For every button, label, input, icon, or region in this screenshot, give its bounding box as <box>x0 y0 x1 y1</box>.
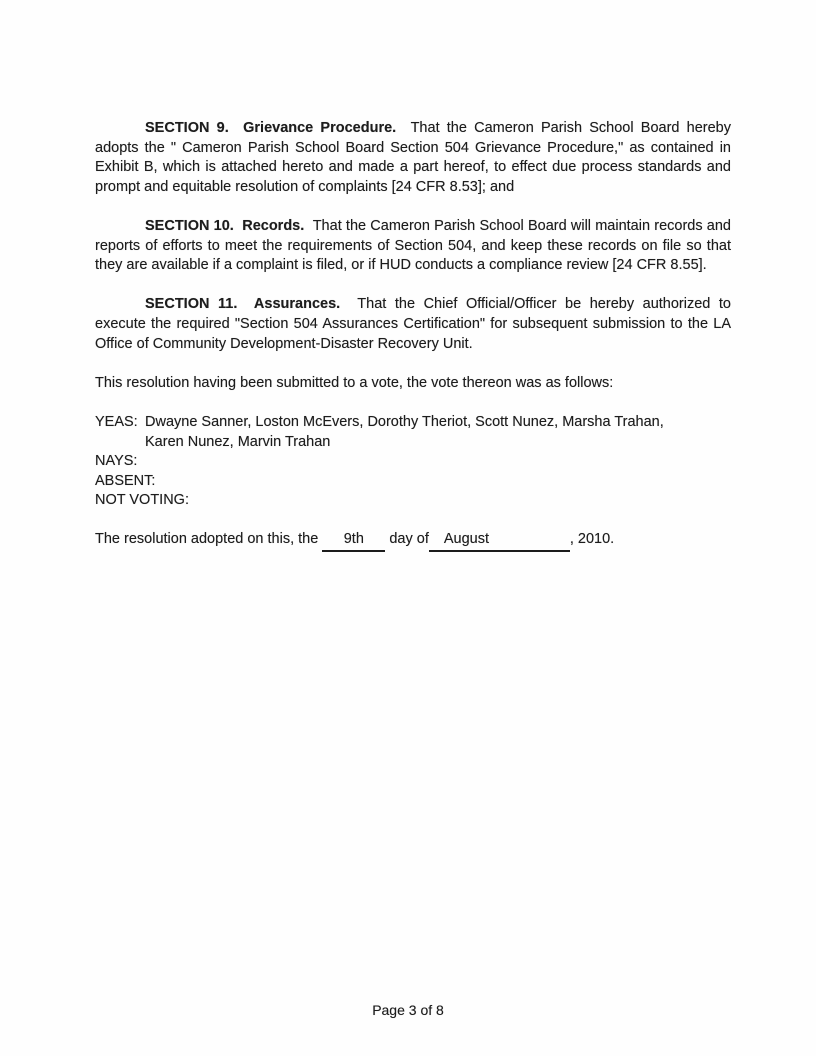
yeas-names <box>145 413 664 452</box>
section-9-text: That the Cameron Parish School Board hereby adopts the " Cameron Parish School Board Section 504 Grievance Procedure," as contained in Exhibit B, which is attached hereto and made a part hereof, to effect due process standards and prompt and equitable resolution of complaints [24 CFR 8.53]; and <box>95 120 731 195</box>
section-10-heading: SECTION 10. Records. <box>145 217 313 234</box>
section-10-text: That the Cameron Parish School Board will maintain records and reports of efforts to meet the requirements of Section 504, and keep these records on file so that they are available if a complaint is filed, or if HUD conducts a compliance review [24 CFR 8.55]. <box>95 217 731 274</box>
adoption-day-value: 9th <box>343 531 364 548</box>
adoption-month-blank <box>429 530 570 552</box>
vote-intro-line: This resolution having been submitted to a vote, the vote thereon was as follows: <box>95 374 614 391</box>
yeas-names-line-1: Dwayne Sanner, Loston McEvers, Dorothy Theriot, Scott Nunez, Marsha Trahan, <box>145 413 664 430</box>
yeas-names-line-2: Karen Nunez, Marvin Trahan <box>145 433 331 450</box>
nays-label: NAYS: <box>95 453 138 470</box>
section-11-heading: SECTION 11. Assurances. <box>145 296 358 313</box>
not-voting-label: NOT VOTING: <box>95 492 189 509</box>
adoption-prefix: The resolution adopted on this, the <box>95 531 319 548</box>
adoption-middle: day of <box>389 531 429 548</box>
adoption-day-blank <box>322 530 385 552</box>
absent-label: ABSENT: <box>95 472 156 489</box>
absent-row <box>95 472 731 492</box>
not-voting-row <box>95 491 731 511</box>
page-number-footer: Page 3 of 8 <box>372 1002 444 1018</box>
adoption-line <box>95 530 731 552</box>
section-9-paragraph <box>95 119 731 197</box>
vote-record <box>95 413 731 511</box>
section-10-paragraph <box>95 217 731 276</box>
section-11-paragraph <box>95 295 731 354</box>
yeas-row <box>95 413 731 452</box>
yeas-label: YEAS: <box>95 413 138 430</box>
document-body <box>95 119 731 552</box>
section-9-heading: SECTION 9. Grievance Procedure. <box>145 120 411 136</box>
nays-row <box>95 452 731 472</box>
adoption-month-value: August <box>443 531 490 548</box>
section-11-text: That the Chief Official/Officer be hereby authorized to execute the required "Section 504 Assurances Certification" for subsequent submission to the LA Office of Community Development-Disaster Recovery Unit. <box>95 296 731 352</box>
adoption-suffix: , 2010. <box>569 531 615 548</box>
